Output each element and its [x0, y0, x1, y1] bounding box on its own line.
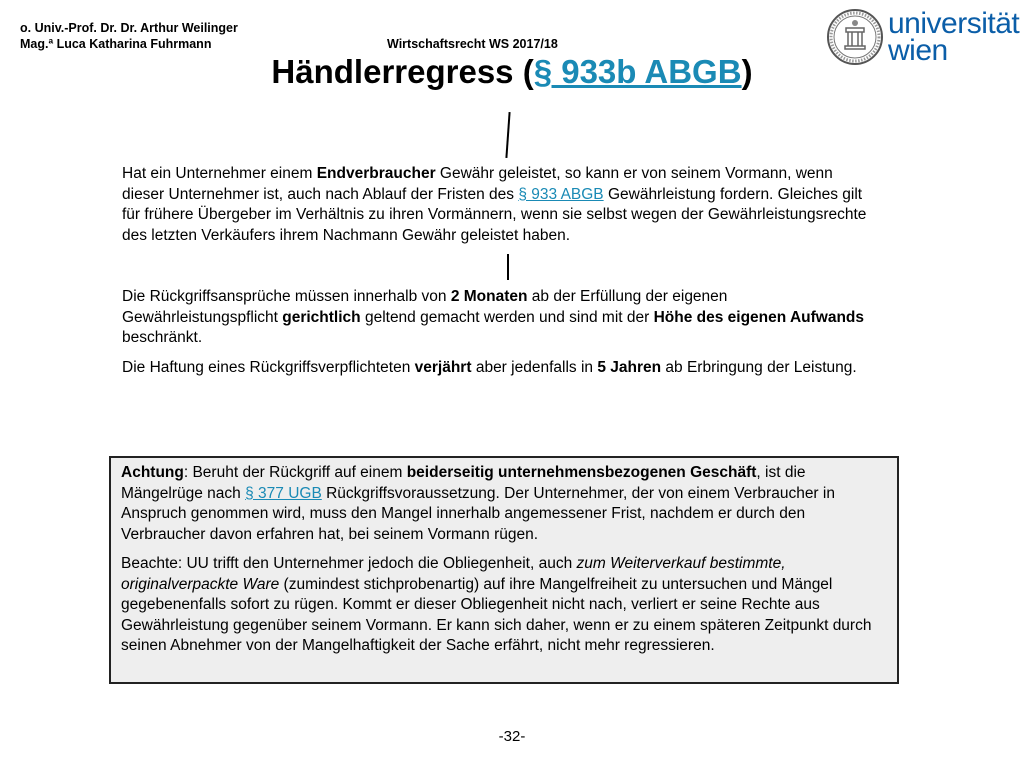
- bold-text: verjährt: [414, 359, 472, 376]
- notice-paragraph-note: [121, 554, 887, 657]
- page-title: [0, 50, 1024, 94]
- bold-text: 5 Jahren: [597, 359, 662, 376]
- law-link-933[interactable]: § 933 ABGB: [518, 185, 604, 203]
- text: Hat ein Unternehmer einem: [122, 165, 317, 182]
- bold-text: 2 Monaten: [450, 288, 528, 305]
- text: aber jedenfalls in: [471, 359, 598, 376]
- title-law-link[interactable]: § 933b ABGB: [533, 53, 742, 90]
- text: Die Haftung eines Rückgriffsverpflichteten: [122, 359, 415, 376]
- text: Beachte: UU trifft den Unternehmer jedoch die Obliegenheit, auch: [121, 555, 577, 572]
- author-block: [20, 20, 238, 52]
- course-label: Wirtschaftsrecht WS 2017/18: [387, 37, 558, 51]
- paragraph-limitation: [122, 358, 867, 379]
- bold-text: Höhe des eigenen Aufwands: [653, 308, 865, 326]
- text: (zumindest stichprobenartig) auf ihre Mangelfreiheit zu untersuchen und Mängel gegebenenfalls sofort zu rügen. Kommt er dieser Obliegenheit nicht nach, verliert er seine Rechte aus Gewährleistung gegenüber seinem Vormann. Er kann sich daher, wenn er zu einem späteren Zeitpunkt durch seinen Abnehmer von der Mangelhaftigkeit der Sache erfährt, nicht mehr regressieren.: [121, 575, 872, 654]
- law-link-377[interactable]: § 377 UGB: [245, 484, 322, 502]
- text: geltend gemacht werden und sind mit der: [360, 308, 654, 326]
- text: : Beruht der Rückgriff auf einem: [183, 464, 407, 481]
- notice-paragraph-attention: [121, 463, 887, 545]
- bold-text: Endverbraucher: [316, 165, 436, 182]
- notice-box: [109, 456, 899, 684]
- paragraph-recourse: [122, 164, 867, 246]
- logo-word-2: wien: [888, 34, 948, 67]
- page-number: -32-: [498, 728, 526, 745]
- connector-line: [507, 254, 509, 280]
- connector-line: [505, 112, 510, 158]
- title-suffix: ): [741, 53, 753, 90]
- author-line-2: Mag.ª Luca Katharina Fuhrmann: [20, 37, 212, 51]
- logo-word-1: universität: [888, 7, 1020, 40]
- text: Rückgriffsvoraussetzung. Der Unternehmer, der von einem Verbraucher in Anspruch genommen wird, muss den Mangel innerhalb angemessener Frist, nachdem er durch den Verbraucher davon erfahren hat, bei seinem Vormann rügen.: [121, 484, 835, 543]
- text: Gewährleistung fordern. Gleiches gilt für frühere Übergeber im Verhältnis zu ihren Vormännern, wenn sie selbst wegen der Gewährleistungsrechte des letzten Verkäufers ihrem Nachmann Gewähr geleistet haben.: [122, 185, 867, 244]
- text: ab Erbringung der Leistung.: [661, 359, 857, 376]
- text: ab der Erfüllung der eigenen Gewährleistungspflicht: [122, 288, 728, 326]
- text: Die Rückgriffsansprüche müssen innerhalb von: [122, 288, 451, 305]
- author-line-1: o. Univ.-Prof. Dr. Dr. Arthur Weilinger: [20, 21, 238, 35]
- bold-text: beiderseitig unternehmensbezogenen Geschäft: [406, 464, 757, 481]
- title-prefix: Händlerregress (: [271, 53, 534, 90]
- text: , ist die Mängelrüge nach: [121, 464, 806, 502]
- bold-text: Achtung: [121, 464, 184, 481]
- text: Gewähr geleistet, so kann er von seinem Vormann, wenn dieser Unternehmer ist, auch nach Ablauf der Fristen des: [122, 165, 833, 203]
- text: beschränkt.: [122, 329, 203, 346]
- bold-text: gerichtlich: [282, 308, 361, 326]
- paragraph-deadline: [122, 287, 867, 349]
- italic-text: zum Weiterverkauf bestimmte, originalverpackte Ware: [121, 555, 786, 593]
